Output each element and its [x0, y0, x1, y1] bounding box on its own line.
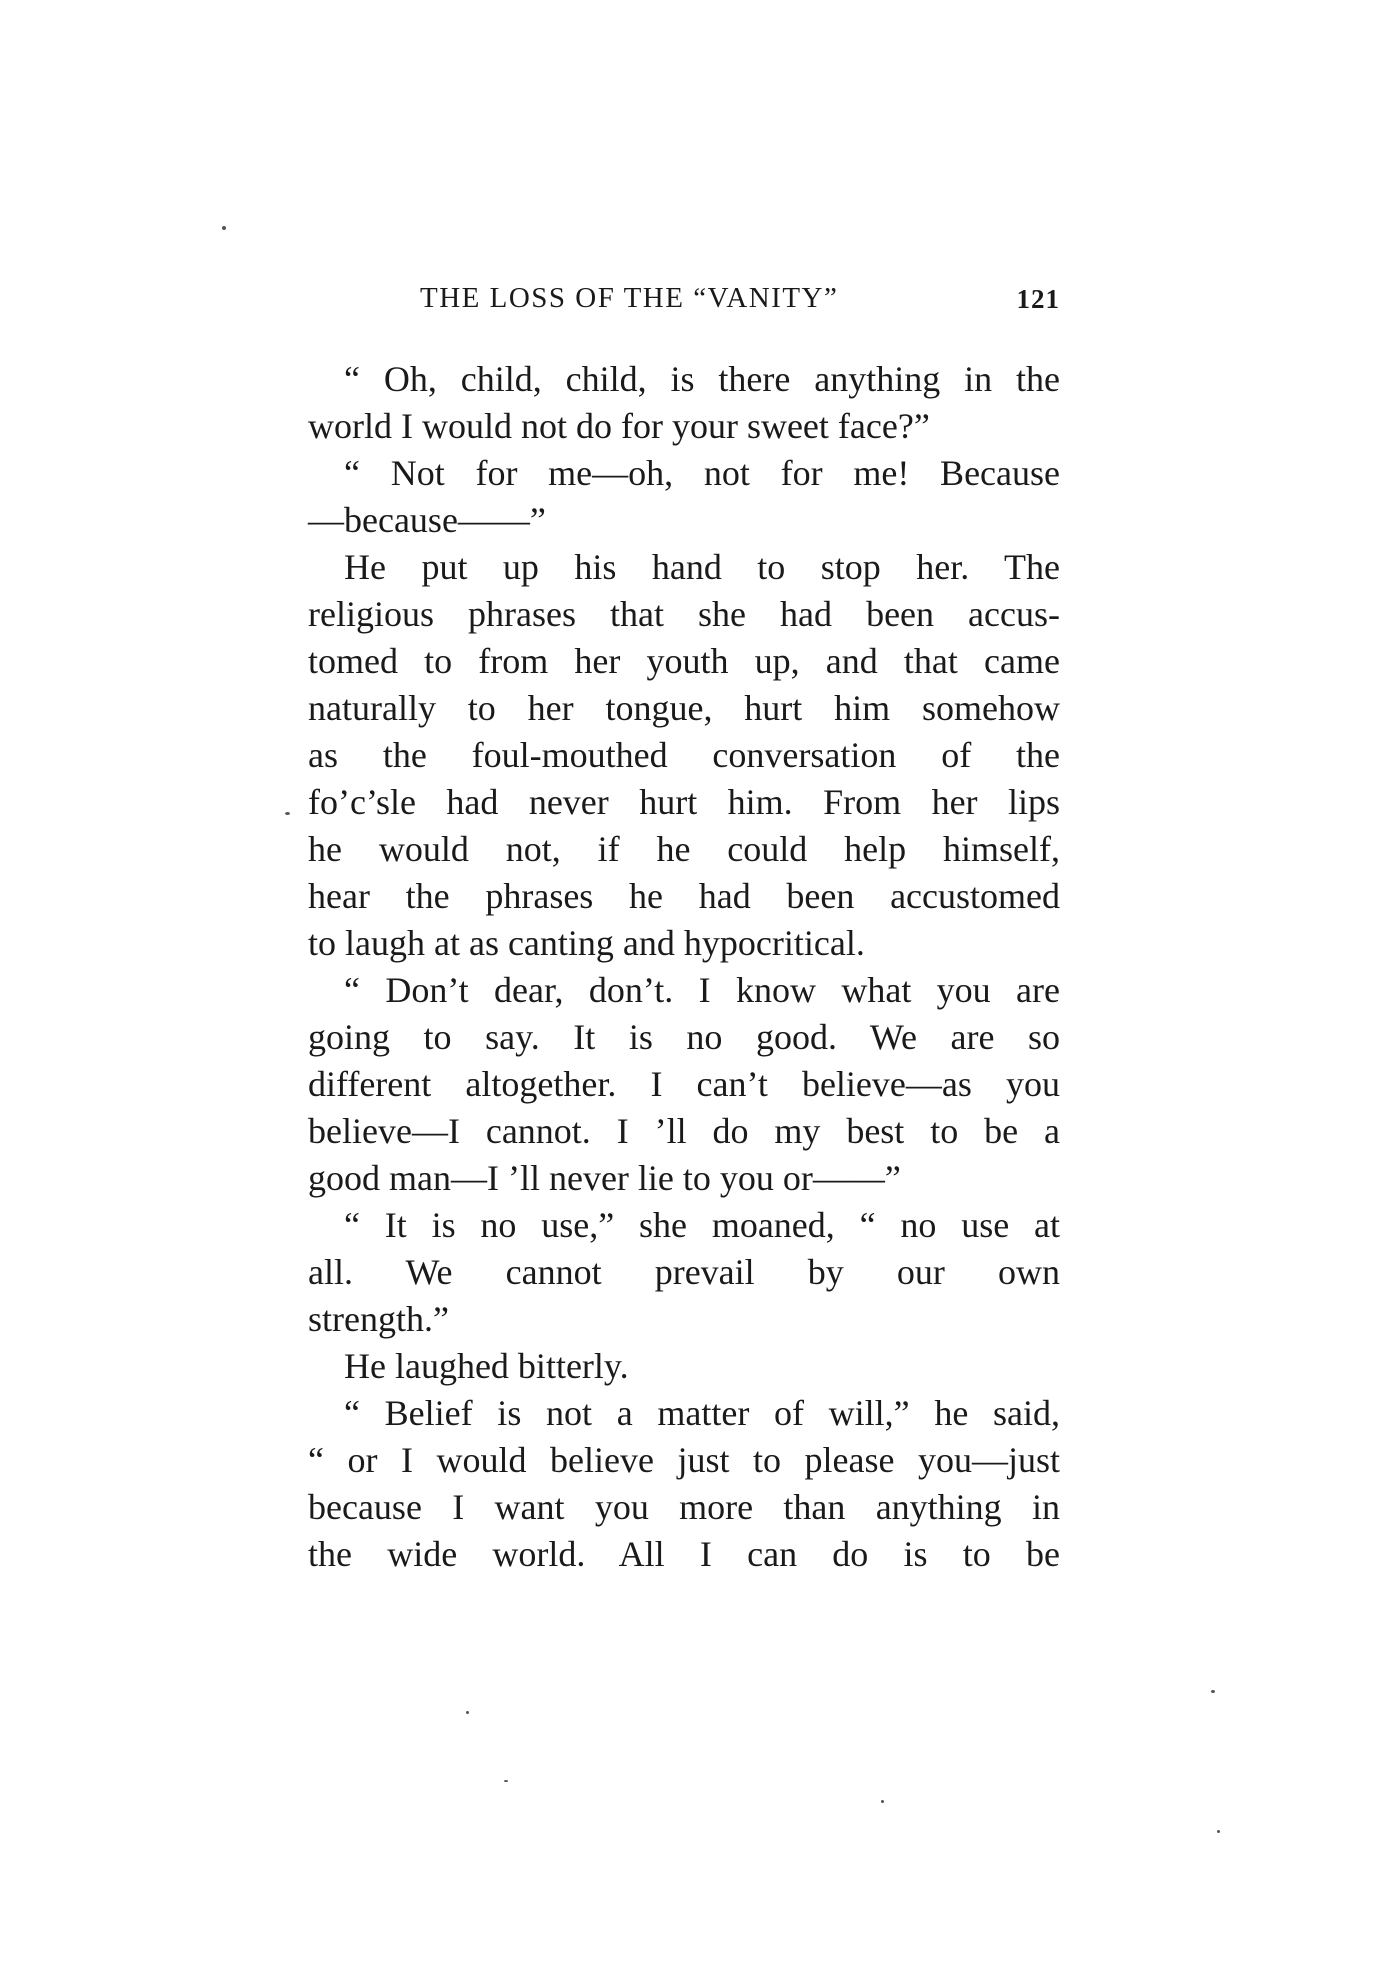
text-line: “ Don’t dear, don’t. I know what you are [344, 970, 1060, 1010]
text-line: He laughed bitterly. [344, 1346, 629, 1386]
text-line: religious phrases that she had been accus- [308, 594, 1060, 634]
text-line: tomed to from her youth up, and that came [308, 641, 1060, 681]
text-line: “ or I would believe just to please you—just [308, 1440, 1060, 1480]
scan-speck [222, 226, 226, 230]
text-line: “ Belief is not a matter of will,” he said, [344, 1393, 1060, 1433]
text-line: different altogether. I can’t believe—as you [308, 1064, 1060, 1104]
text-line: hear the phrases he had been accustomed [308, 876, 1060, 916]
scan-speck [1217, 1830, 1220, 1833]
body-text [308, 356, 1060, 1578]
text-line: “ Not for me—oh, not for me! Because [344, 453, 1060, 493]
scan-speck [285, 812, 290, 815]
text-line: world I would not do for your sweet face?” [308, 406, 930, 446]
text-line: “ It is no use,” she moaned, “ no use at [344, 1205, 1060, 1245]
text-line: to laugh at as canting and hypocritical. [308, 923, 865, 963]
scan-speck [504, 1780, 508, 1782]
text-line: all. We cannot prevail by our own [308, 1252, 1060, 1292]
text-line: the wide world. All I can do is to be [308, 1534, 1060, 1574]
text-line: believe—I cannot. I ’ll do my best to be a [308, 1111, 1060, 1151]
text-line: “ Oh, child, child, is there anything in the [344, 359, 1060, 399]
text-line: naturally to her tongue, hurt him somehow [308, 688, 1060, 728]
scan-speck [881, 1800, 884, 1803]
text-line: because I want you more than anything in [308, 1487, 1060, 1527]
scan-speck [466, 1711, 469, 1714]
text-line: fo’c’sle had never hurt him. From her lips [308, 782, 1060, 822]
scan-speck [1211, 1690, 1215, 1693]
text-line: —because——” [308, 500, 546, 540]
running-title: THE LOSS OF THE “VANITY” [420, 282, 839, 314]
text-line: good man—I ’ll never lie to you or——” [308, 1158, 901, 1198]
running-head [308, 282, 1060, 322]
text-line: strength.” [308, 1299, 449, 1339]
text-line: as the foul-mouthed conversation of the [308, 735, 1060, 775]
text-line: going to say. It is no good. We are so [308, 1017, 1060, 1057]
text-line: He put up his hand to stop her. The [344, 547, 1060, 587]
page-number: 121 [1016, 284, 1060, 314]
text-line: he would not, if he could help himself, [308, 829, 1060, 869]
